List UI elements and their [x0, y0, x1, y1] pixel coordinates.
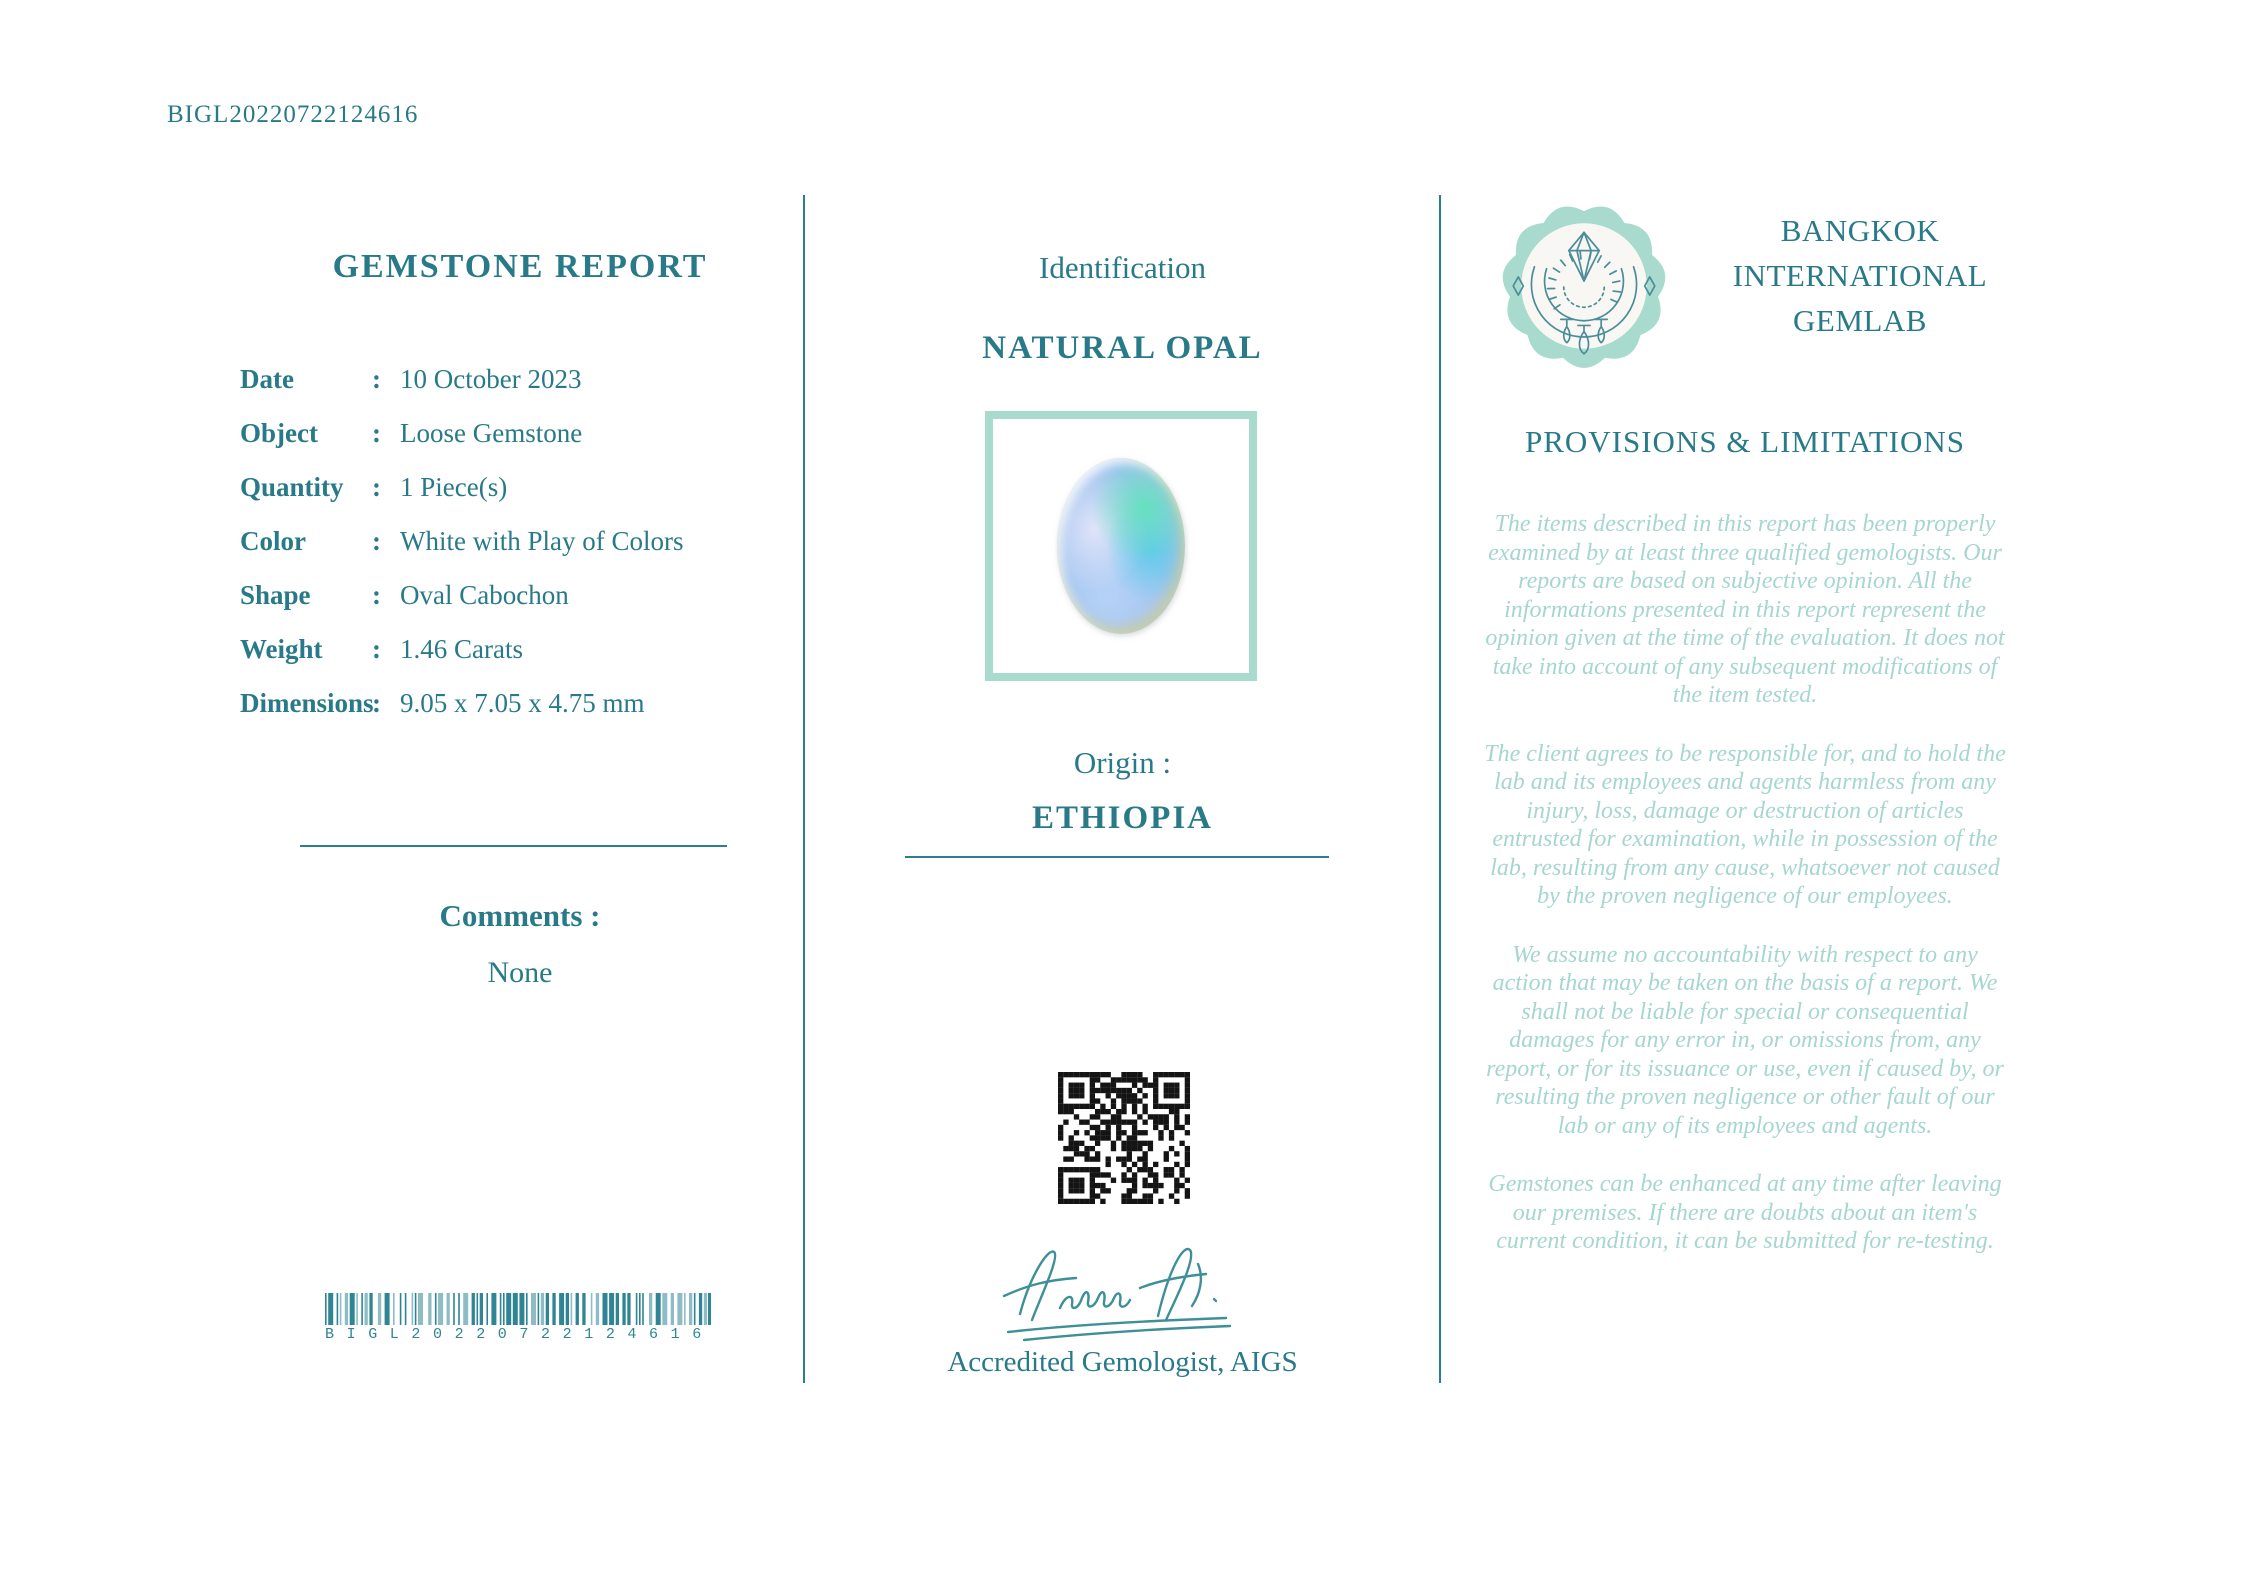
field-separator: :	[372, 687, 381, 718]
comments-divider	[300, 845, 727, 847]
origin-label: Origin :	[1073, 745, 1172, 780]
field-label-shape: Shape	[240, 579, 311, 610]
field-value-quantity: 1 Piece(s)	[400, 471, 508, 502]
field-separator: :	[372, 579, 381, 610]
origin-divider	[905, 856, 1329, 858]
lab-name	[1700, 208, 2020, 343]
gem-photo-frame	[985, 411, 1257, 681]
field-label-date: Date	[240, 363, 294, 394]
field-value-date: 10 October 2023	[400, 363, 582, 394]
barcode	[325, 1293, 714, 1343]
provisions-heading: PROVISIONS & LIMITATIONS	[1524, 424, 1966, 459]
field-label-object: Object	[240, 417, 318, 448]
lab-name-line-3: GEMLAB	[1793, 303, 1927, 338]
column-divider-left	[803, 195, 805, 1383]
field-value-object: Loose Gemstone	[400, 417, 583, 448]
provisions-paragraph-2: The client agrees to be responsible for, and to hold the lab and its employees and agents harmless from any injury, loss, damage or destruction of articles entrusted for examination, while in possession of the lab, resulting from any cause, whatsoever not caused by the proven negligence of our employees.	[1484, 740, 2006, 909]
field-label-color: Color	[240, 525, 306, 556]
opal-cabochon-photo	[1057, 458, 1185, 634]
field-separator: :	[372, 363, 381, 394]
field-value-dimensions: 9.05 x 7.05 x 4.75 mm	[400, 687, 645, 718]
field-label-dimensions: Dimensions	[240, 687, 374, 718]
lab-name-line-2: INTERNATIONAL	[1732, 258, 1988, 293]
provisions-paragraph-1: The items described in this report has been properly examined by at least three qualified gemologists. Our reports are based on subjective opinion. All the informations presented in this report represent the opinion given at the time of the evaluation. It does not take into account of any subsequent modifications of the item tested.	[1485, 511, 2005, 708]
barcode-text: BIGL20220722124616	[325, 1326, 714, 1343]
signatory-title: Accredited Gemologist, AIGS	[947, 1346, 1298, 1378]
provisions-paragraph-3: We assume no accountability with respect to any action that may be taken on the basis of a report. We shall not be liable for special or consequential damages for any error in, or omissions from, any report, or for its issuance or use, even if caused by, or resulting the proven negligence or other fault of our lab or any of its employees and agents.	[1486, 941, 2004, 1139]
field-value-shape: Oval Cabochon	[400, 579, 569, 610]
field-separator: :	[372, 633, 381, 664]
field-separator: :	[372, 525, 381, 556]
comments-label: Comments :	[439, 898, 601, 933]
gemologist-signature	[985, 1236, 1255, 1342]
field-label-weight: Weight	[240, 633, 323, 664]
field-label-quantity: Quantity	[240, 471, 344, 502]
provisions-paragraphs	[1483, 510, 2007, 1286]
report-title: GEMSTONE REPORT	[332, 248, 708, 285]
qr-code	[1058, 1072, 1190, 1204]
report-number: BIGL20220722124616	[167, 101, 419, 128]
report-fields-table	[240, 352, 800, 730]
field-separator: :	[372, 417, 381, 448]
barcode-bars	[325, 1293, 711, 1325]
lab-name-line-1: BANGKOK	[1780, 213, 1940, 248]
provisions-paragraph-4: Gemstones can be enhanced at any time after leaving our premises. If there are doubts about an item's current condition, it can be submitted for re-testing.	[1488, 1171, 2002, 1254]
field-value-color: White with Play of Colors	[400, 525, 684, 556]
lab-logo-badge	[1494, 196, 1674, 376]
field-separator: :	[372, 471, 381, 502]
comments-value: None	[487, 956, 553, 989]
column-divider-right	[1439, 195, 1441, 1383]
field-value-weight: 1.46 Carats	[400, 633, 523, 664]
origin-value: ETHIOPIA	[1031, 800, 1214, 836]
identification-heading: Identification	[1039, 250, 1206, 285]
identification-result: NATURAL OPAL	[982, 330, 1263, 366]
